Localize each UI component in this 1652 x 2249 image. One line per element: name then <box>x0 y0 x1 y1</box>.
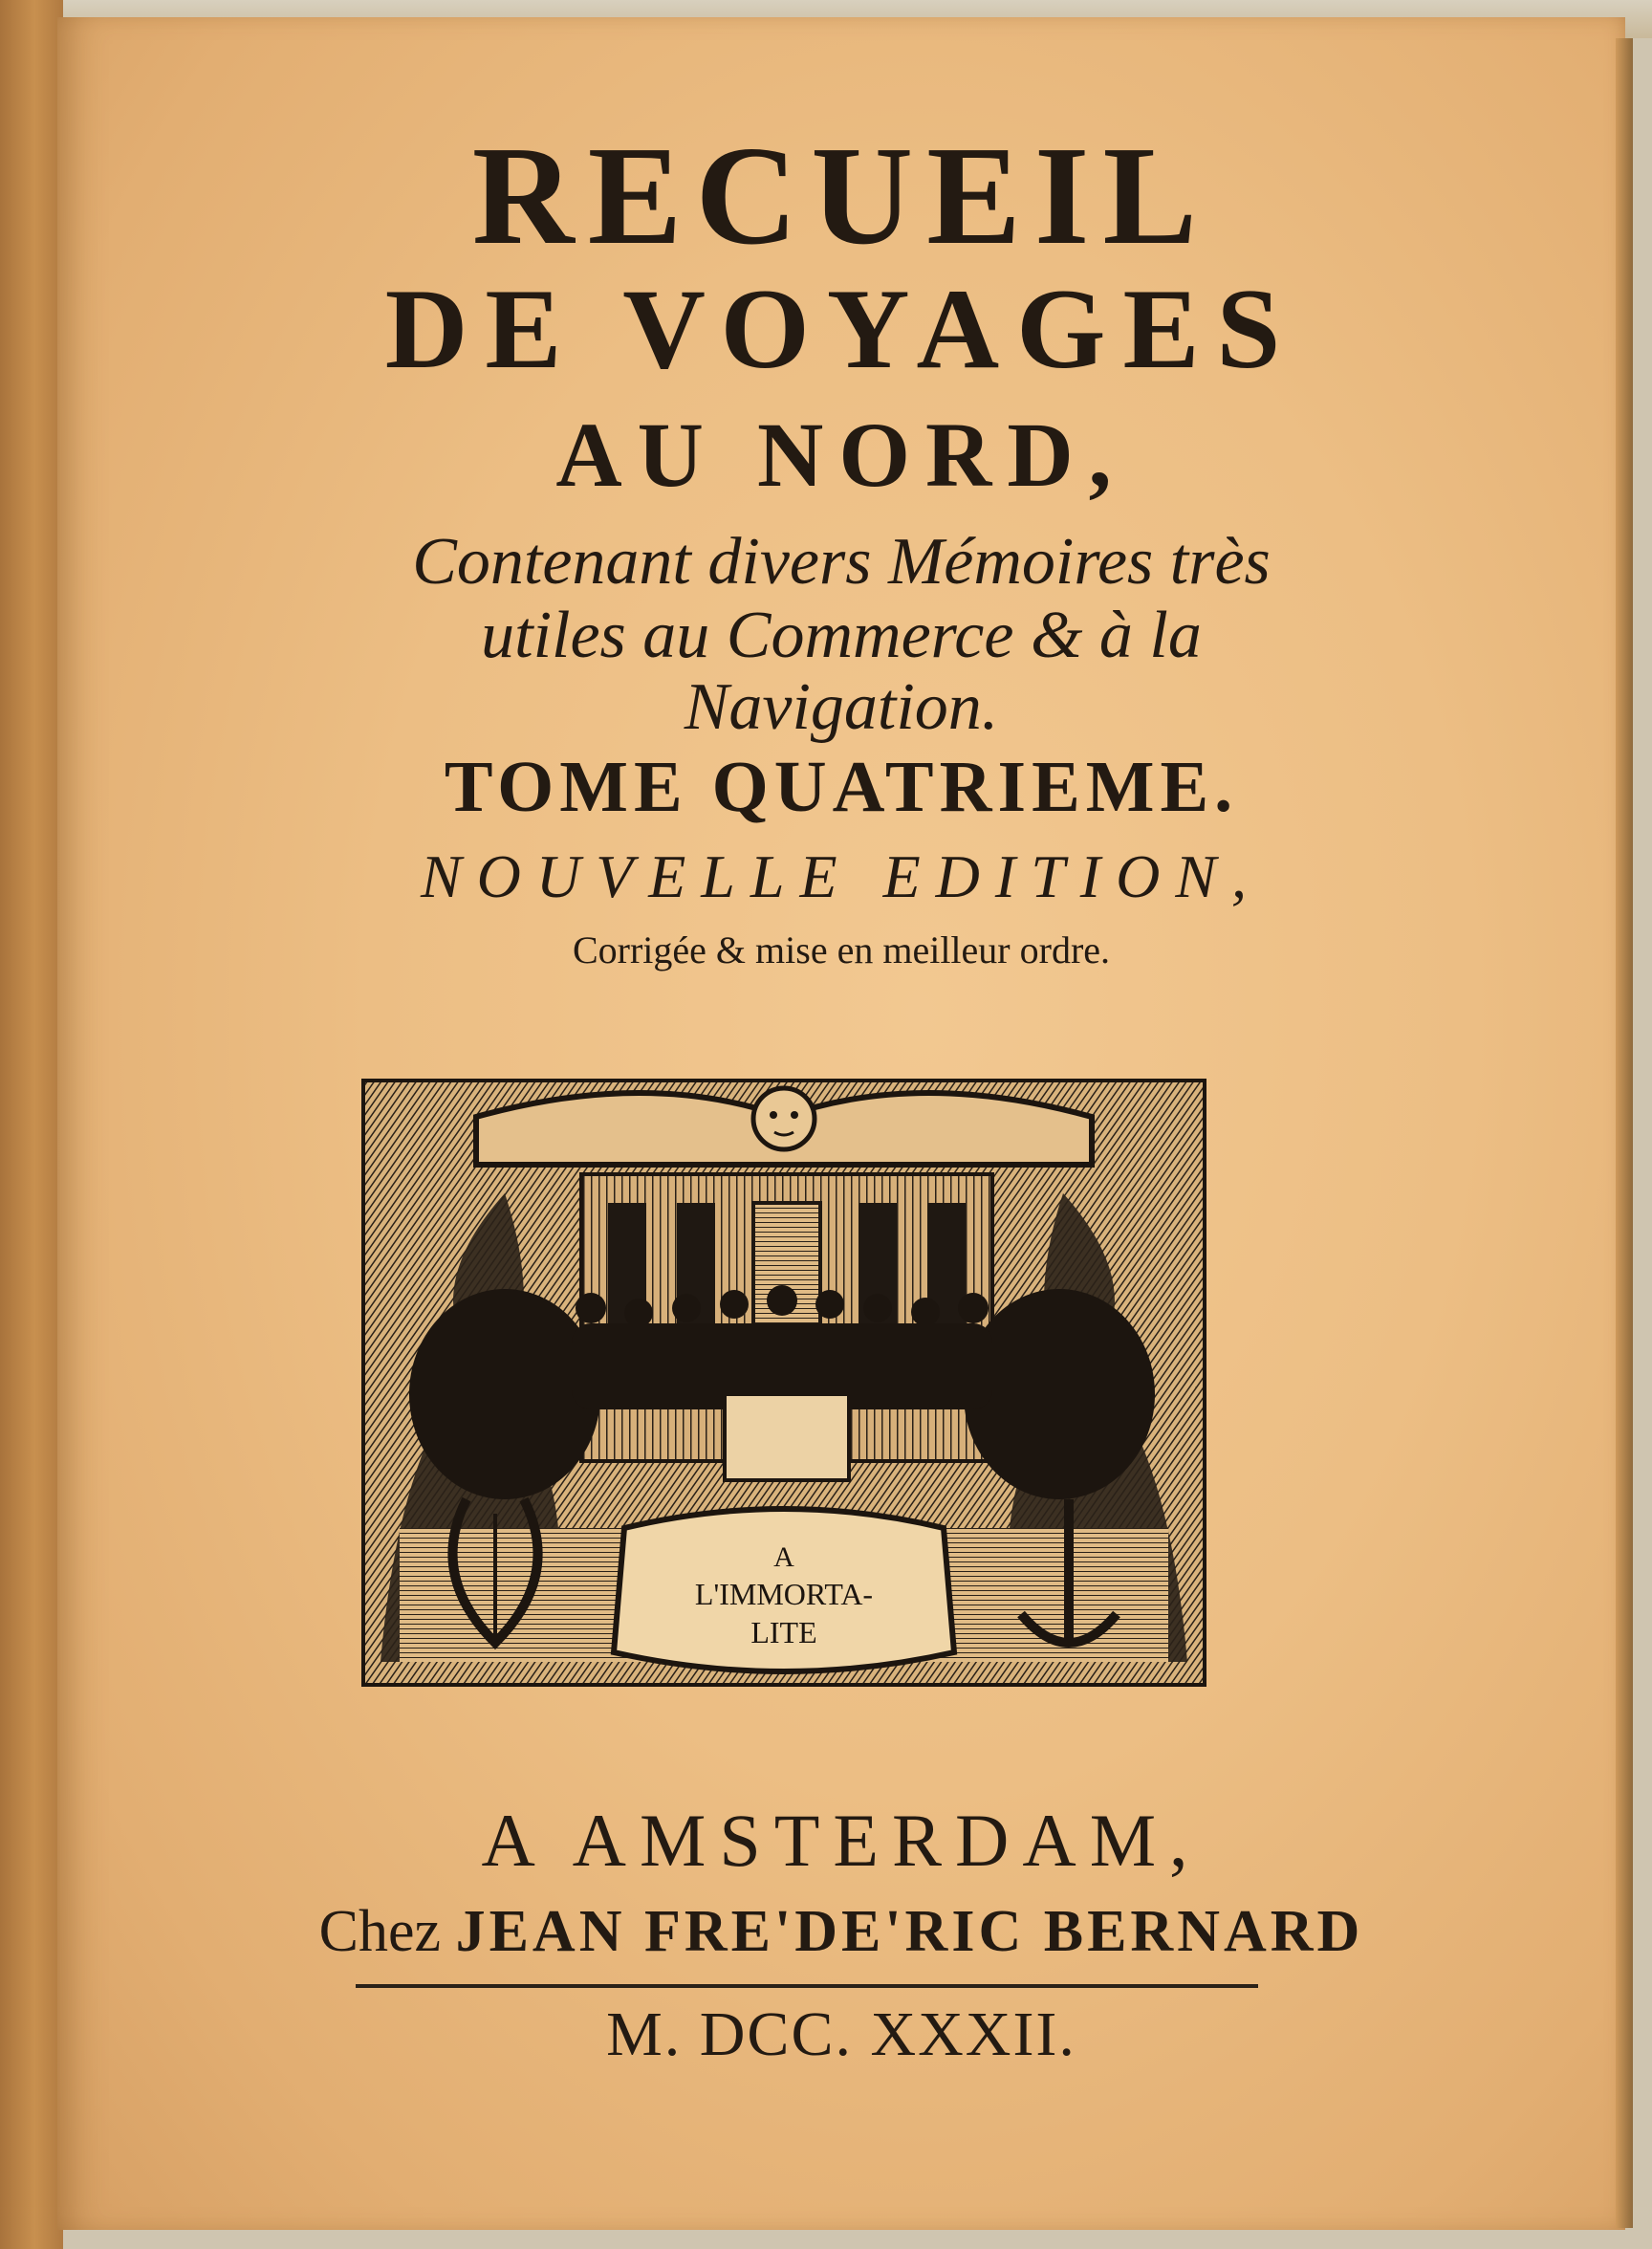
vignette-inscription-3: LITE <box>750 1615 817 1649</box>
woodcut-vignette <box>361 1079 1206 1687</box>
title-line-de-voyages: DE VOYAGES <box>384 265 1298 392</box>
facing-page-edge <box>0 0 63 2249</box>
subtitle-line-2: utiles au Commerce & à la <box>481 599 1202 672</box>
title-line-recueil: RECUEIL <box>471 118 1211 274</box>
subtitle-line-3: Navigation. <box>684 670 999 744</box>
edition-label: NOUVELLE EDITION, <box>420 842 1263 910</box>
imprint-printer-name: JEAN FRE'DE'RIC BERNARD <box>455 1899 1364 1964</box>
title-line-au-nord: AU NORD, <box>555 404 1127 506</box>
imprint-chez: Chez <box>318 1899 442 1964</box>
imprint-rule <box>356 1984 1258 1988</box>
imprint-year: M. DCC. XXXII. <box>606 1999 1076 2069</box>
volume-label: TOME QUATRIEME. <box>444 747 1239 827</box>
edition-note: Corrigée & mise en meilleur ordre. <box>572 928 1111 972</box>
imprint-printer-line <box>57 1898 1625 1966</box>
vignette-inscription-2: L'IMMORTA- <box>694 1577 874 1611</box>
subtitle-line-1: Contenant divers Mémoires très <box>412 525 1271 599</box>
imprint-city: A AMSTERDAM, <box>481 1799 1202 1882</box>
vignette-inscription-1: A <box>773 1541 794 1573</box>
